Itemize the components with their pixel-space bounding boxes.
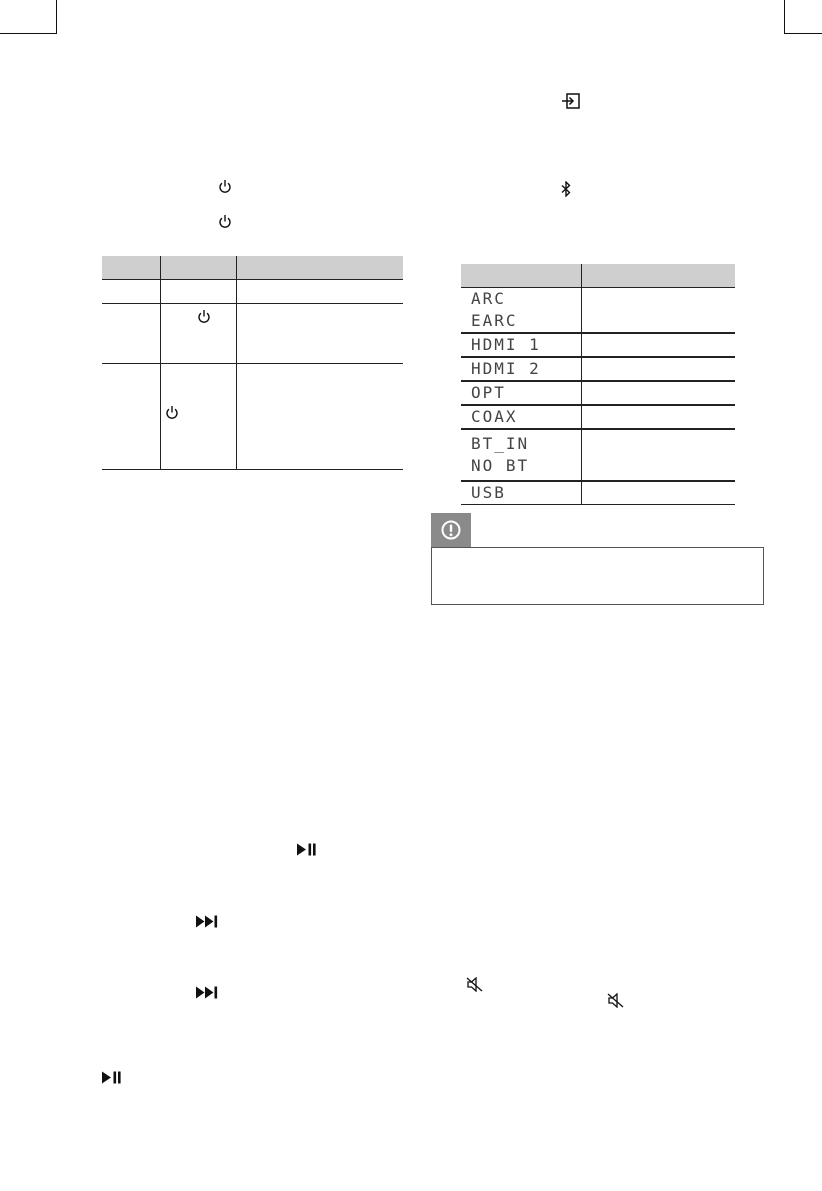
source-display-table — [461, 264, 735, 505]
power-icon — [218, 179, 232, 194]
crop-mark-horizontal — [0, 33, 57, 34]
display-code: COAX — [471, 407, 518, 426]
table-row — [461, 333, 735, 357]
next-track-icon — [195, 915, 219, 928]
display-code: EARC — [471, 311, 518, 330]
display-code: USB — [471, 483, 506, 502]
notice-box — [431, 547, 764, 605]
display-code: BT_IN — [471, 434, 530, 453]
table-row — [102, 304, 403, 364]
table-row — [461, 357, 735, 381]
display-code: HDMI 2 — [471, 359, 541, 378]
table-row — [461, 405, 735, 429]
table-row — [461, 481, 735, 505]
table-row — [102, 364, 403, 470]
table-row — [461, 288, 735, 334]
power-mode-table — [102, 256, 403, 470]
display-code: HDMI 1 — [471, 335, 541, 354]
table-header-row — [102, 256, 403, 280]
play-pause-icon — [296, 843, 318, 856]
table-row — [461, 381, 735, 405]
power-icon — [197, 309, 211, 324]
table-header-row — [461, 264, 735, 288]
mute-icon — [466, 977, 483, 992]
next-track-icon — [195, 986, 219, 999]
table-row — [461, 429, 735, 481]
crop-mark-vertical — [56, 0, 57, 33]
notice-tab — [431, 513, 471, 547]
mute-icon — [607, 993, 624, 1008]
play-pause-icon — [101, 1071, 123, 1084]
display-code: OPT — [471, 383, 506, 402]
power-icon — [165, 405, 179, 420]
display-code: ARC — [471, 289, 506, 308]
display-code: NO BT — [471, 456, 530, 475]
source-input-icon — [562, 93, 580, 109]
bluetooth-icon — [561, 181, 571, 197]
exclamation-icon — [441, 520, 461, 540]
power-icon — [218, 214, 232, 229]
crop-mark-vertical — [784, 0, 785, 33]
crop-mark-horizontal — [784, 33, 822, 34]
table-row — [102, 280, 403, 304]
